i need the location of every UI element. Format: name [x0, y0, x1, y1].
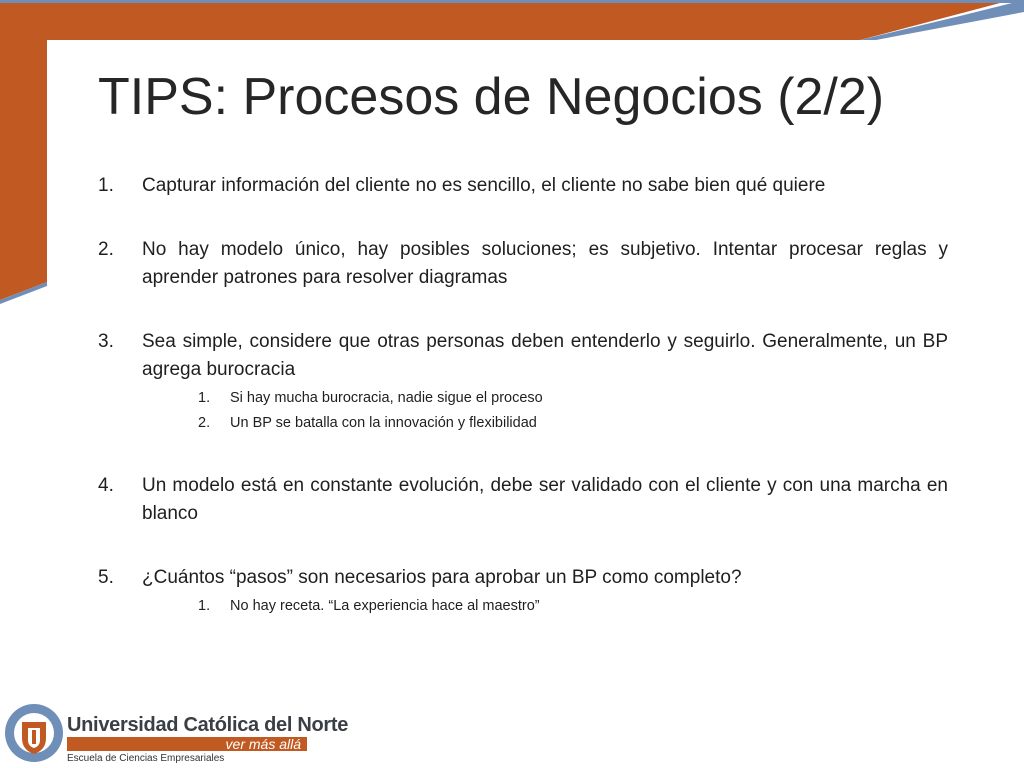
university-name: Universidad Católica del Norte: [67, 714, 349, 736]
item-number: 4.: [98, 475, 114, 496]
sub-item: [142, 594, 948, 619]
sub-item-word: al: [467, 598, 479, 614]
sub-item-word: maestro”: [482, 598, 540, 614]
sub-item-word: hace: [431, 598, 464, 614]
item-number: 3.: [98, 331, 114, 352]
item-text: Un modelo está en constante evolución, debe ser validado con el cliente y con una marcha en blanco: [142, 475, 948, 524]
list-item: [98, 564, 948, 619]
sub-list: [142, 386, 948, 436]
item-number: 1.: [98, 175, 114, 196]
slide-title: TIPS: Procesos de Negocios (2/2): [98, 68, 885, 126]
sub-item-word: No: [230, 598, 249, 614]
sub-item-word: experiencia: [353, 598, 428, 614]
university-motto: ver más allá: [67, 737, 307, 751]
sub-item: [142, 411, 948, 436]
item-text: No hay modelo único, hay posibles soluciones; es subjetivo. Intentar procesar reglas y aprender patrones para resolver diagramas: [142, 239, 948, 288]
item-text: Capturar información del cliente no es sencillo, el cliente no sabe bien qué quiere: [142, 175, 826, 196]
sub-item-number: 2.: [198, 415, 211, 431]
sub-item-number: 1.: [198, 390, 211, 406]
item-number: 5.: [98, 567, 114, 588]
list-item: [98, 472, 948, 528]
sub-item-word: hay: [252, 598, 276, 614]
sub-list: [142, 594, 948, 619]
sub-item-word: receta.: [280, 598, 325, 614]
item-text: ¿Cuántos “pasos” son necesarios para aprobar un BP como completo?: [142, 567, 742, 588]
numbered-list: [98, 172, 948, 619]
item-number: 2.: [98, 239, 114, 260]
sub-item: [142, 386, 948, 411]
sub-item-word: “La: [328, 598, 350, 614]
item-text: Sea simple, considere que otras personas deben entenderlo y seguirlo. Generalmente, un BP agrega burocracia: [142, 331, 948, 380]
sub-item-text: Si hay mucha burocracia, nadie sigue el proceso: [230, 390, 543, 406]
sub-item-number: 1.: [198, 598, 211, 614]
school-name: Escuela de Ciencias Empresariales: [67, 753, 225, 764]
list-item: [98, 236, 948, 292]
university-logo: [4, 700, 349, 766]
list-item: [98, 172, 948, 200]
sub-item-text: Un BP se batalla con la innovación y flexibilidad: [230, 415, 537, 431]
sub-item-text: [230, 594, 948, 619]
university-seal-icon: [4, 700, 66, 766]
list-item: [98, 328, 948, 436]
